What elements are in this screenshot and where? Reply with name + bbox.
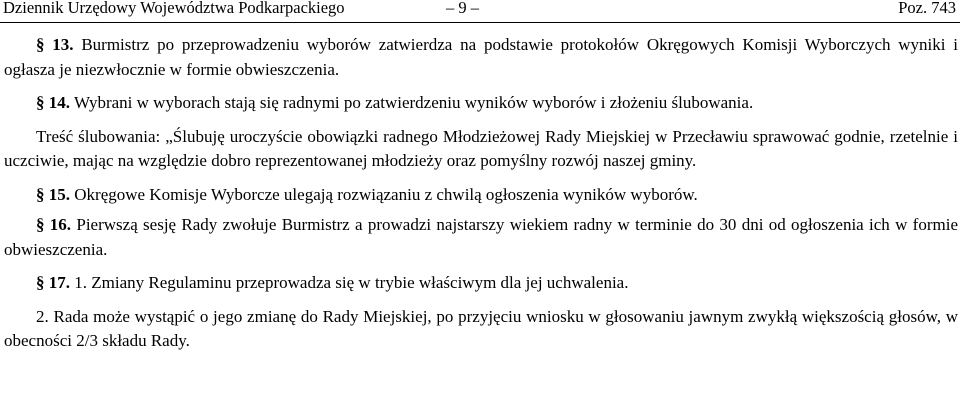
paragraph-text: Treść ślubowania: „Ślubuję uroczyście obowiązki radnego Młodzieżowej Rady Miejskiej w Przecławiu sprawować godnie, rzetelnie i uczciwie, mając na względzie dobro reprezentowanej młodzieży oraz pomyślny rozwój naszej gminy. <box>4 126 958 170</box>
paragraph-17-point-2 <box>4 305 958 354</box>
paragraph-13 <box>4 33 958 82</box>
paragraph-17 <box>4 271 958 296</box>
paragraph-text: Pierwszą sesję Rady zwołuje Burmistrz a prowadzi najstarszy wiekiem radny w terminie do 30 dni od ogłoszenia ich w formie obwieszczenia. <box>4 215 958 259</box>
paragraph-16 <box>4 213 958 262</box>
paragraph-text: 2. Rada może wystąpić o jego zmianę do Rady Miejskiej, po przyjęciu wniosku w głosowaniu jawnym zwykłą większością głosów, w obecności 2/3 składu Rady. <box>4 306 958 350</box>
position-number: Poz. 743 <box>898 0 956 17</box>
paragraph-number: § 16. <box>36 215 72 234</box>
paragraph-number: § 13. <box>36 35 74 54</box>
journal-title: Dziennik Urzędowy Województwa Podkarpackiego <box>3 0 345 17</box>
paragraph-15 <box>4 183 958 208</box>
paragraph-text: 1. Zmiany Regulaminu przeprowadza się w trybie właściwym dla jej uchwalenia. <box>70 273 629 292</box>
paragraph-text: Burmistrz po przeprowadzeniu wyborów zatwierdza na podstawie protokołów Okręgowych Komisji Wyborczych wyniki i ogłasza je niezwłocznie w formie obwieszczenia. <box>4 35 959 79</box>
document-body <box>4 33 958 363</box>
paragraph-text: Okręgowe Komisje Wyborcze ulegają rozwiązaniu z chwilą ogłoszenia wyników wyborów. <box>70 184 698 204</box>
paragraph-number: § 17. <box>36 273 70 292</box>
paragraph-text: Wybrani w wyborach stają się radnymi po zatwierdzeniu wyników wyborów i złożeniu ślubowania. <box>70 93 754 112</box>
oath-text <box>4 125 958 174</box>
paragraph-number: § 14. <box>36 93 70 112</box>
header-divider <box>0 22 960 23</box>
page-header <box>0 0 960 26</box>
paragraph-14 <box>4 91 958 116</box>
page-number: – 9 – <box>446 0 479 17</box>
paragraph-number: § 15. <box>36 184 70 204</box>
